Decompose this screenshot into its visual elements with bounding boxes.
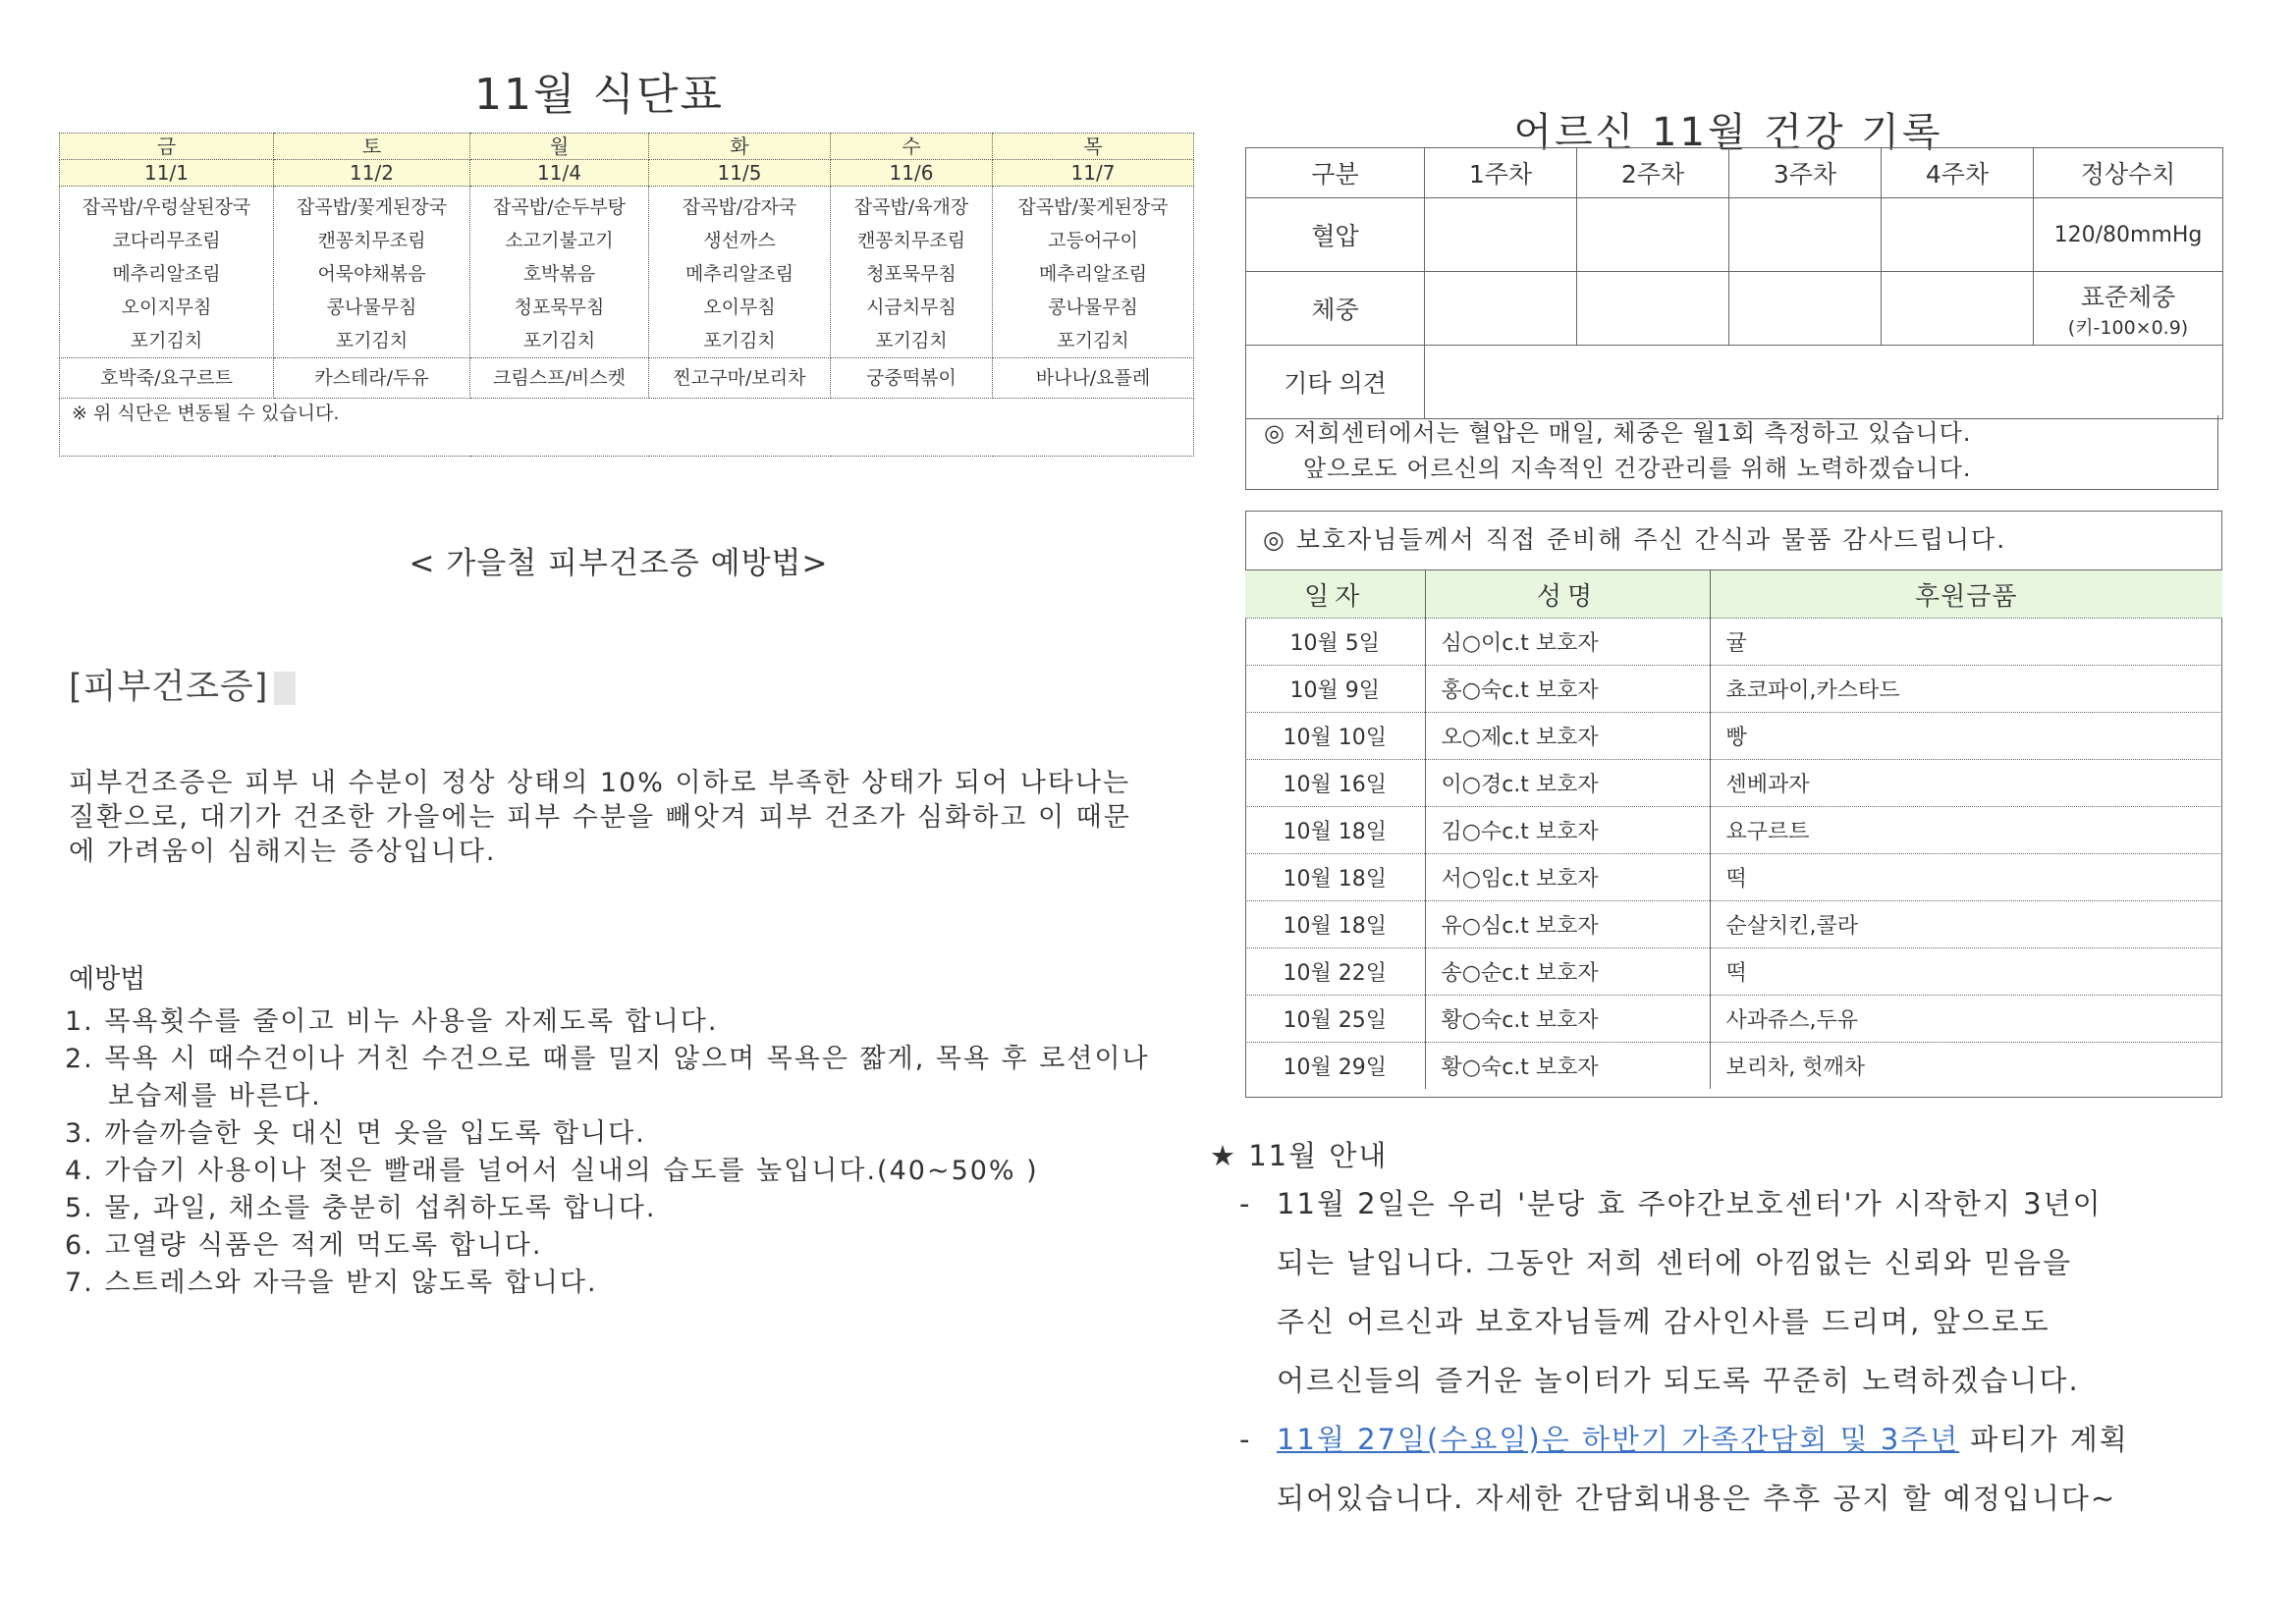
menu-date: 11/1: [60, 160, 274, 187]
dish-item: 캔꽁치무조림: [317, 230, 426, 251]
dish-item: 콩나물무침: [1048, 297, 1138, 318]
menu-table: [59, 133, 1194, 457]
donor-name: 서○임c.t 보호자: [1425, 854, 1710, 901]
dash-icon: -: [1239, 1187, 1252, 1220]
dish-item: 어묵야채볶음: [317, 263, 426, 285]
health-other-cell: [1425, 346, 2223, 419]
dish-item: 메추리알조림: [684, 263, 794, 285]
menu-snacks-row: [60, 358, 1194, 399]
donor-item: 사과쥬스,두유: [1710, 996, 2222, 1043]
donor-name: 유○심c.t 보호자: [1425, 901, 1710, 948]
donor-date: 10월 22일: [1245, 948, 1425, 996]
donor-name: 송○순c.t 보호자: [1425, 948, 1710, 996]
health-normal: 120/80mmHg: [2034, 198, 2223, 272]
health-cell: [1425, 272, 1577, 346]
skin-section-title: < 가을철 피부건조증 예방법>: [409, 546, 829, 581]
health-header: 2주차: [1577, 148, 1729, 198]
dash-icon: -: [1239, 1423, 1252, 1456]
menu-day: 토: [274, 134, 470, 160]
donor-name: 심○이c.t 보호자: [1425, 619, 1710, 666]
donor-table: [1245, 569, 2222, 1089]
menu-snack: 크림스프/비스켓: [470, 358, 649, 399]
donor-header: 후원금품: [1710, 570, 2222, 619]
dish-item: 포기김치: [522, 330, 596, 352]
dish-item: 호박볶음: [522, 263, 596, 285]
donor-name: 이○경c.t 보호자: [1425, 760, 1710, 807]
donor-name: 황○숙c.t 보호자: [1425, 1043, 1710, 1090]
donor-row: [1245, 854, 2222, 901]
prevention-item: 1. 목욕횟수를 줄이고 비누 사용을 자제도록 합니다.: [65, 1006, 719, 1037]
menu-dish-cell: [831, 187, 993, 358]
menu-days-row: [60, 134, 1194, 160]
prevention-item: 2. 목욕 시 때수건이나 거친 수건으로 때를 밀지 않으며 목욕은 짧게, 목욕 후 로션이나 보습제를 바른다.: [65, 1044, 1150, 1111]
donor-date: 10월 9일: [1245, 666, 1425, 713]
menu-dish-cell: [993, 187, 1194, 358]
dish-item: 시금치무침: [866, 297, 957, 318]
health-normal: 표준체중: [2080, 282, 2176, 311]
donor-item: 쵸코파이,카스타드: [1710, 666, 2222, 713]
prevention-item: 5. 물, 과일, 채소를 충분히 섭취하도록 합니다.: [65, 1193, 657, 1223]
menu-day: 금: [60, 134, 274, 160]
dish-item: 청포묵무침: [866, 263, 957, 285]
health-header: 정상수치: [2034, 148, 2223, 198]
skin-heading-text: [피부건조증]: [69, 668, 269, 707]
dish-item: 포기김치: [875, 330, 948, 352]
dish-item: 잡곡밥/꽃게된장국: [1017, 196, 1169, 218]
dish-item: 잡곡밥/감자국: [682, 196, 797, 218]
menu-note-row: [60, 399, 1194, 457]
health-row-label: 혈압: [1246, 198, 1425, 272]
dish-item: 메추리알조림: [112, 263, 221, 285]
donor-item: 빵: [1710, 713, 2222, 760]
donor-row: [1245, 713, 2222, 760]
health-cell: [1729, 272, 1882, 346]
dish-item: 소고기불고기: [505, 230, 614, 251]
donor-date: 10월 18일: [1245, 854, 1425, 901]
donor-date: 10월 16일: [1245, 760, 1425, 807]
menu-title: 11월 식단표: [474, 70, 724, 120]
dish-item: 잡곡밥/꽃게된장국: [296, 196, 448, 218]
dish-item: 캔꽁치무조림: [856, 230, 966, 251]
prevention-list: [65, 1003, 1155, 1302]
dish-item: 청포묵무침: [514, 297, 605, 318]
dish-item: 포기김치: [1057, 330, 1129, 352]
donor-item: 귤: [1710, 619, 2222, 666]
guide-line: 어르신들의 즐거운 놀이터가 되도록 꾸준히 노력하겠습니다.: [1277, 1364, 2080, 1397]
dish-item: 생선까스: [703, 230, 776, 251]
guide-line: 주신 어르신과 보호자님들께 감사인사를 드리며, 앞으로도: [1277, 1305, 2050, 1338]
menu-date: 11/7: [993, 160, 1194, 187]
guide-text: 파티가 계획: [1959, 1423, 2129, 1456]
donor-row: [1245, 996, 2222, 1043]
skin-paragraph: 피부건조증은 피부 내 수분이 정상 상태의 10% 이하로 부족한 상태가 되어 나타나는 질환으로, 대기가 건조한 가을에는 피부 수분을 빼앗겨 피부 건조가 심화하고 이 때문에 가려움이 심해지는 증상입니다.: [69, 768, 1131, 867]
dish-item: 잡곡밥/순두부탕: [493, 196, 626, 218]
dish-item: 포기김치: [703, 330, 776, 352]
donor-name: 김○수c.t 보호자: [1425, 807, 1710, 854]
menu-snack: 찐고구마/보리차: [649, 358, 831, 399]
menu-note: ※ 위 식단은 변동될 수 있습니다.: [60, 399, 1194, 457]
dish-item: 고등어구이: [1048, 230, 1138, 251]
dish-item: 콩나물무침: [326, 297, 417, 318]
donor-header: 성명: [1425, 570, 1710, 619]
menu-dish-cell: [274, 187, 470, 358]
menu-snack: 바나나/요플레: [993, 358, 1194, 399]
donor-row: [1245, 901, 2222, 948]
health-header: 1주차: [1425, 148, 1577, 198]
health-header-row: [1246, 148, 2223, 198]
guide-title: ★ 11월 안내: [1210, 1139, 1389, 1172]
prevention-item: 7. 스트레스와 자극을 받지 않도록 합니다.: [65, 1268, 598, 1298]
health-cell: [1425, 198, 1577, 272]
donor-name: 오○제c.t 보호자: [1425, 713, 1710, 760]
health-cell: [1577, 272, 1729, 346]
dish-item: 잡곡밥/우렁살된장국: [82, 196, 251, 218]
health-cell: [1882, 272, 2034, 346]
donor-title: ◎ 보호자님들께서 직접 준비해 주신 간식과 물품 감사드립니다.: [1263, 525, 2007, 554]
donor-date: 10월 5일: [1245, 619, 1425, 666]
donor-date: 10월 29일: [1245, 1043, 1425, 1090]
guide-line: 되는 날입니다. 그동안 저희 센터에 아낌없는 신뢰와 믿음을: [1277, 1246, 2073, 1279]
donor-item: 보리차, 헛깨차: [1710, 1043, 2222, 1090]
menu-date: 11/5: [649, 160, 831, 187]
menu-dates-row: [60, 160, 1194, 187]
guide-text: 11월 2일은 우리 '분당 효 주야간보호센터'가 시작한지 3년이: [1277, 1187, 2103, 1220]
dish-item: 메추리알조림: [1038, 263, 1148, 285]
health-cell: [1577, 198, 1729, 272]
health-header: 4주차: [1882, 148, 2034, 198]
health-cell: [1882, 198, 2034, 272]
skin-heading: [69, 660, 296, 709]
menu-day: 수: [831, 134, 993, 160]
prevention-title: 예방법: [69, 964, 146, 995]
guide-item-1: [1239, 1174, 2280, 1410]
guide-line: 되어있습니다. 자세한 간담회내용은 추후 공지 할 예정입니다~: [1277, 1482, 2117, 1515]
donor-item: 떡: [1710, 854, 2222, 901]
guide-highlight: 11월 27일(수요일)은 하반기 가족간담회 및 3주년: [1277, 1423, 1960, 1456]
menu-snack: 궁중떡볶이: [831, 358, 993, 399]
menu-date: 11/4: [470, 160, 649, 187]
dish-item: 잡곡밥/육개장: [853, 196, 969, 218]
guide-item-2: [1239, 1410, 2280, 1528]
menu-dish-cell: [649, 187, 831, 358]
health-row-weight: [1246, 272, 2223, 346]
donor-date: 10월 25일: [1245, 996, 1425, 1043]
donor-row: [1245, 666, 2222, 713]
donor-row: [1245, 807, 2222, 854]
dish-item: 오이무침: [703, 297, 776, 318]
menu-snack: 호박죽/요구르트: [60, 358, 274, 399]
health-note: [1245, 415, 2218, 490]
health-header: 구분: [1246, 148, 1425, 198]
donor-header: 일자: [1245, 570, 1425, 619]
guide-line: [1239, 1174, 2280, 1233]
health-header: 3주차: [1729, 148, 1882, 198]
donor-date: 10월 10일: [1245, 713, 1425, 760]
health-row-label: 기타 의견: [1246, 346, 1425, 419]
prevention-item: 4. 가습기 사용이나 젖은 빨래를 널어서 실내의 습도를 높입니다.(40~50% ): [65, 1156, 1039, 1186]
dish-item: 오이지무침: [121, 297, 212, 318]
donor-name: 홍○숙c.t 보호자: [1425, 666, 1710, 713]
health-title: 어르신 11월 건강 기록: [1513, 110, 1943, 155]
menu-day: 월: [470, 134, 649, 160]
donor-row: [1245, 1043, 2222, 1090]
donor-header-row: [1245, 570, 2222, 619]
health-row-label: 체중: [1246, 272, 1425, 346]
donor-name: 황○숙c.t 보호자: [1425, 996, 1710, 1043]
dish-item: 포기김치: [335, 330, 409, 352]
dish-item: 코다리무조림: [112, 230, 221, 251]
health-normal-formula: (키-100×0.9): [2067, 316, 2189, 339]
prevention-item: 3. 까슬까슬한 옷 대신 면 옷을 입도록 합니다.: [65, 1118, 646, 1149]
health-table: [1245, 147, 2223, 419]
donor-date: 10월 18일: [1245, 807, 1425, 854]
menu-date: 11/6: [831, 160, 993, 187]
menu-date: 11/2: [274, 160, 470, 187]
donor-item: 요구르트: [1710, 807, 2222, 854]
donor-row: [1245, 760, 2222, 807]
donor-item: 떡: [1710, 948, 2222, 996]
menu-dish-cell: [470, 187, 649, 358]
dish-item: 포기김치: [130, 330, 203, 352]
donor-date: 10월 18일: [1245, 901, 1425, 948]
menu-dish-cell: [60, 187, 274, 358]
health-note-line: ◎ 저희센터에서는 혈압은 매일, 체중은 월1회 측정하고 있습니다.: [1264, 419, 1972, 447]
menu-day: 목: [993, 134, 1194, 160]
donor-item: 센베과자: [1710, 760, 2222, 807]
menu-day: 화: [649, 134, 831, 160]
health-note-line: 앞으로도 어르신의 지속적인 건강관리를 위해 노력하겠습니다.: [1303, 455, 1972, 482]
health-row-bp: [1246, 198, 2223, 272]
donor-row: [1245, 619, 2222, 666]
guide-line: [1239, 1410, 2280, 1469]
health-cell: [1729, 198, 1882, 272]
menu-dishes-row: [60, 187, 1194, 358]
health-normal-weight: [2034, 272, 2223, 346]
donor-item: 순살치킨,콜라: [1710, 901, 2222, 948]
menu-snack: 카스테라/두유: [274, 358, 470, 399]
health-row-other: [1246, 346, 2223, 419]
prevention-item: 6. 고열량 식품은 적게 먹도록 합니다.: [65, 1230, 543, 1261]
donor-row: [1245, 948, 2222, 996]
